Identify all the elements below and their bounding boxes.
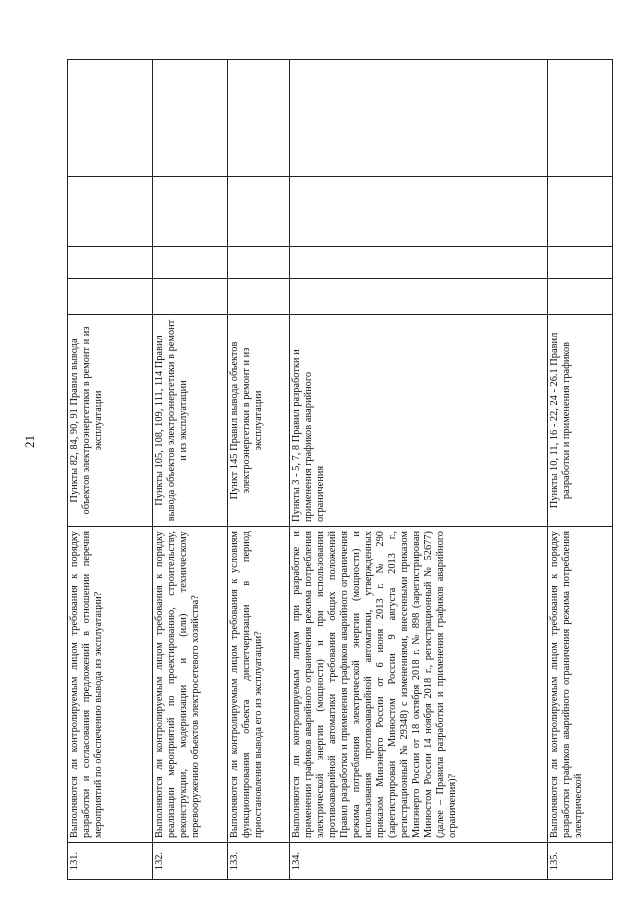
- reference-cell: Пункты 105, 108, 109, 111, 114 Правил вывода объектов электроэнергетики в ремонт и из эксплуатации: [153, 315, 228, 527]
- checklist-table: [67, 59, 613, 880]
- note-cell: [153, 60, 228, 177]
- row-number: 134.: [290, 843, 548, 880]
- page-number: 21: [22, 435, 37, 448]
- reference-cell: Пункт 145 Правил вывода объектов электроэнергетики в ремонт и из эксплуатации: [228, 315, 290, 527]
- answer-yes-cell: [228, 279, 290, 315]
- question-cell: Выполняются ли контролируемым лицом требования к порядку разработки и согласования предложений в отношении перечня мероприятий по обеспечению вывода из эксплуатации?: [68, 527, 153, 843]
- table-row: [153, 60, 228, 880]
- row-number: 132.: [153, 843, 228, 880]
- answer-na-cell: [153, 177, 228, 247]
- answer-no-cell: [290, 247, 548, 279]
- answer-yes-cell: [68, 279, 153, 315]
- answer-no-cell: [548, 247, 613, 279]
- table-row: [290, 60, 548, 880]
- note-cell: [228, 60, 290, 177]
- answer-no-cell: [228, 247, 290, 279]
- answer-na-cell: [290, 177, 548, 247]
- rotated-table-container: [67, 60, 612, 880]
- answer-na-cell: [68, 177, 153, 247]
- note-cell: [548, 60, 613, 177]
- answer-no-cell: [153, 247, 228, 279]
- row-number: 133.: [228, 843, 290, 880]
- note-cell: [290, 60, 548, 177]
- answer-yes-cell: [153, 279, 228, 315]
- question-cell: Выполняются ли контролируемым лицом требования к порядку разработки графиков аварийного ограничения режима потребления электрической: [548, 527, 613, 843]
- note-cell: [68, 60, 153, 177]
- reference-cell: Пункты 82, 84, 90, 91 Правил вывода объектов электроэнергетики в ремонт и из эксплуатации: [68, 315, 153, 527]
- answer-yes-cell: [548, 279, 613, 315]
- table-row: [68, 60, 153, 880]
- question-cell: Выполняются ли контролируемым лицом при разработке и применении графиков аварийного ограничения режима потребления электрической энергии (мощности) и при использовании противоаварийной автоматики требования общих положений Правил разработки и применения графиков аварийного ограничения режима потребления электрической энергии (мощности) и использования противоаварийной автоматики, утвержденных приказом Минэнерго России от 6 июня 2013 г. № 290 (зарегистрирован Минюстом России 9 августа 2013 г., регистрационный № 29348) с изменениями, внесенными приказом Минэнерго России от 18 октября 2018 г. № 898 (зарегистрирован Минюстом России 14 ноября 2018 г., регистрационный № 52677) (далее – Правила разработки и применения графиков аварийного ограничения)?: [290, 527, 548, 843]
- answer-no-cell: [68, 247, 153, 279]
- question-cell: Выполняются ли контролируемым лицом требования к условиям функционирования объекта диспетчеризации в период приостановления вывода его из эксплуатации?: [228, 527, 290, 843]
- question-cell: Выполняются ли контролируемым лицом требования к порядку реализации мероприятий по проектированию, строительству, реконструкции, модернизации и (или) техническому перевооружению объектов электросетевого хозяйства?: [153, 527, 228, 843]
- answer-yes-cell: [290, 279, 548, 315]
- table-row: [548, 60, 613, 880]
- answer-na-cell: [548, 177, 613, 247]
- row-number: 135.: [548, 843, 613, 880]
- reference-cell: Пункты 3 - 5, 7, 8 Правил разработки и применения графиков аварийного ограничения: [290, 315, 548, 527]
- reference-cell: Пункты 10, 11, 16 - 22, 24 - 26.1 Правил разработки и применения графиков: [548, 315, 613, 527]
- answer-na-cell: [228, 177, 290, 247]
- row-number: 131.: [68, 843, 153, 880]
- table-row: [228, 60, 290, 880]
